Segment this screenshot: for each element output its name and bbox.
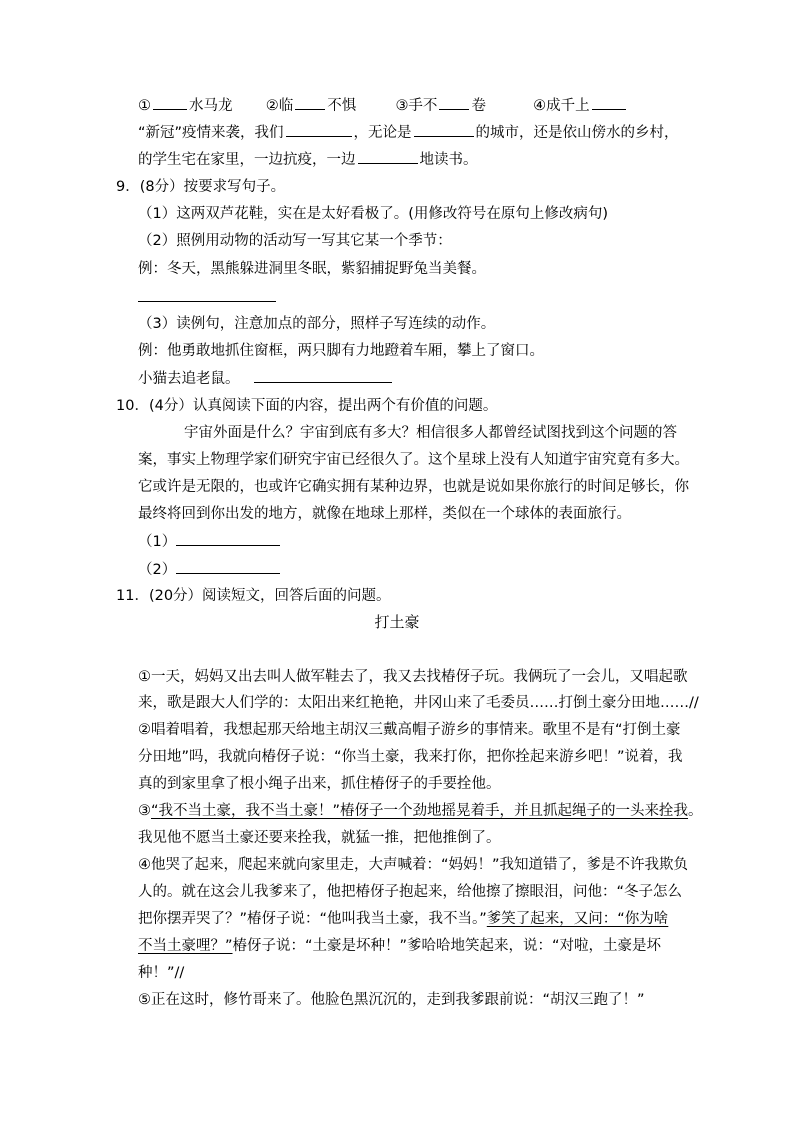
q10-passage-4: 最终将回到你出发的地方，就像在地球上那样，类似在一个球体的表面旅行。 [138,506,631,522]
q10-answer-1-line [138,531,280,552]
q9-sub-1: （1）这两双芦花鞋，实在是太好看极了。(用修改符号在原句上修改病句) [138,206,609,222]
para-4d-plain: 椿伢子说：“土豪是坏种！”爹哈哈地笑起来，说：“对啦，土豪是坏 [232,938,662,954]
story-para-4c [138,909,668,929]
q9-cat-sentence: 小猫去追老鼠。 [138,371,240,387]
para-3-underlined: “我不当土豪，我不当土豪！”椿伢子一个劲地摇晃着手，并且抓起绳子的一头来拴我 [151,803,689,819]
q10-passage-2: 案，事实上物理学家们研究宇宙已经很久了。这个星球上没有人知道宇宙究竟有多大。 [138,452,689,468]
q10-answer-1-label: （1） [138,534,177,550]
para-3-marker: ③ [138,803,151,819]
q9-heading: 9．(8分）按要求写句子。 [116,179,286,195]
q9-answer-2[interactable] [138,287,276,308]
q9-answer-3[interactable] [254,368,392,383]
story-para-2c: 真的到家里拿了根小绳子出来，抓住椿伢子的手要拴他。 [138,776,501,792]
q10-passage-3: 它或许是无限的，也或许它确实拥有某种边界，也就是说如果你旅行的时间足够长，你 [138,479,689,495]
idiom-4-prefix: ④成千上 [533,98,590,114]
story-para-1a: ①一天，妈妈又出去叫人做军鞋去了，我又去找椿伢子玩。我俩玩了一会儿，又唱起歌 [138,669,688,685]
para-4c-underlined: 爹笑了起来，又问：“你为啥 [486,911,669,927]
q10-heading: 10．(4分）认真阅读下面的内容，提出两个有价值的问题。 [116,398,498,414]
q11-heading: 11．(20分）阅读短文，回答后面的问题。 [116,588,391,604]
story-para-1b: 来，歌是跟大人们学的：太阳出来红艳艳，井冈山来了毛委员……打倒土豪分田地……// [138,695,699,711]
story-para-5: ⑤正在这时，修竹哥来了。他脸色黑沉沉的，走到我爹跟前说：“胡汉三跑了！” [138,992,645,1008]
idiom-3-prefix: ③手不 [395,98,438,114]
idiom-4-blank[interactable] [592,95,626,110]
story-para-4a: ④他哭了起来，爬起来就向家里走，大声喊着：“妈妈！”我知道错了，爹是不许我欺负 [138,857,689,873]
para-4c-plain: 把你摆弄哭了？”椿伢子说：“他叫我当土豪，我不当。” [138,911,487,927]
para-3-end: 。 [688,803,703,819]
covid-text-d: 的学生宅在家里，一边抗疫，一边 [138,152,356,168]
idiom-3-suffix: 卷 [471,98,486,114]
covid-line-1 [138,122,679,143]
idiom-1-prefix: ① [138,98,151,114]
q9-example-2: 例：冬天，黑熊躲进洞里冬眠，紫貂捕捉野兔当美餐。 [138,261,486,277]
story-para-3b: 我见他不愿当土豪还要来拴我，就猛一推，把他推倒了。 [138,830,501,846]
idiom-1-suffix: 水马龙 [189,98,233,114]
q10-answer-2-line [138,559,280,580]
story-para-2a: ②唱着唱着，我想起那天给地主胡汉三戴高帽子游乡的事情来。歌里不是有“打倒土豪 [138,722,681,738]
q9-example-3: 例：他勇敢地抓住窗框，两只脚有力地蹬着车厢，攀上了窗口。 [138,343,544,359]
idiom-1-blank[interactable] [153,95,187,110]
q9-sub-3: （3）读例句，注意加点的部分，照样子写连续的动作。 [138,316,496,332]
idiom-2-blank[interactable] [295,95,325,110]
story-para-3a [138,801,703,821]
story-para-4e: 种！”// [138,965,185,981]
para-4d-underlined: 不当土豪哩？” [138,938,233,954]
covid-text-b: ，无论是 [353,125,412,141]
q10-answer-2-label: （2） [138,562,177,578]
q10-answer-1[interactable] [176,531,280,546]
covid-line-2 [138,149,478,170]
q10-passage-1: 宇宙外面是什么？宇宙到底有多大？相信很多人都曾经试图找到这个问题的答 [184,425,677,441]
q10-answer-2[interactable] [176,559,280,574]
covid-blank-3[interactable] [358,149,418,164]
q9-sub-2: （2）照例用动物的活动写一写其它某一个季节： [138,233,452,249]
covid-text-e: 地读书。 [419,152,478,168]
story-para-4d [138,936,661,956]
covid-text-a: “新冠”疫情来袭，我们 [138,125,284,141]
covid-blank-1[interactable] [286,122,352,137]
story-title: 打土豪 [374,613,420,631]
story-para-4b: 人的。就在这会儿我爹来了，他把椿伢子抱起来，给他擦了擦眼泪，问他：“冬子怎么 [138,884,683,900]
covid-blank-2[interactable] [414,122,474,137]
idiom-3-blank[interactable] [439,95,469,110]
q9-cat-line [138,368,392,389]
idiom-2-suffix: 不惧 [327,98,357,114]
idiom-2-prefix: ②临 [265,98,294,114]
covid-text-c: 的城市，还是依山傍水的乡村， [475,125,679,141]
idiom-line [138,95,628,116]
story-para-2b: 分田地”吗，我就向椿伢子说：“你当土豪，我来打你，把你拴起来游乡吧！”说着，我 [138,749,683,765]
